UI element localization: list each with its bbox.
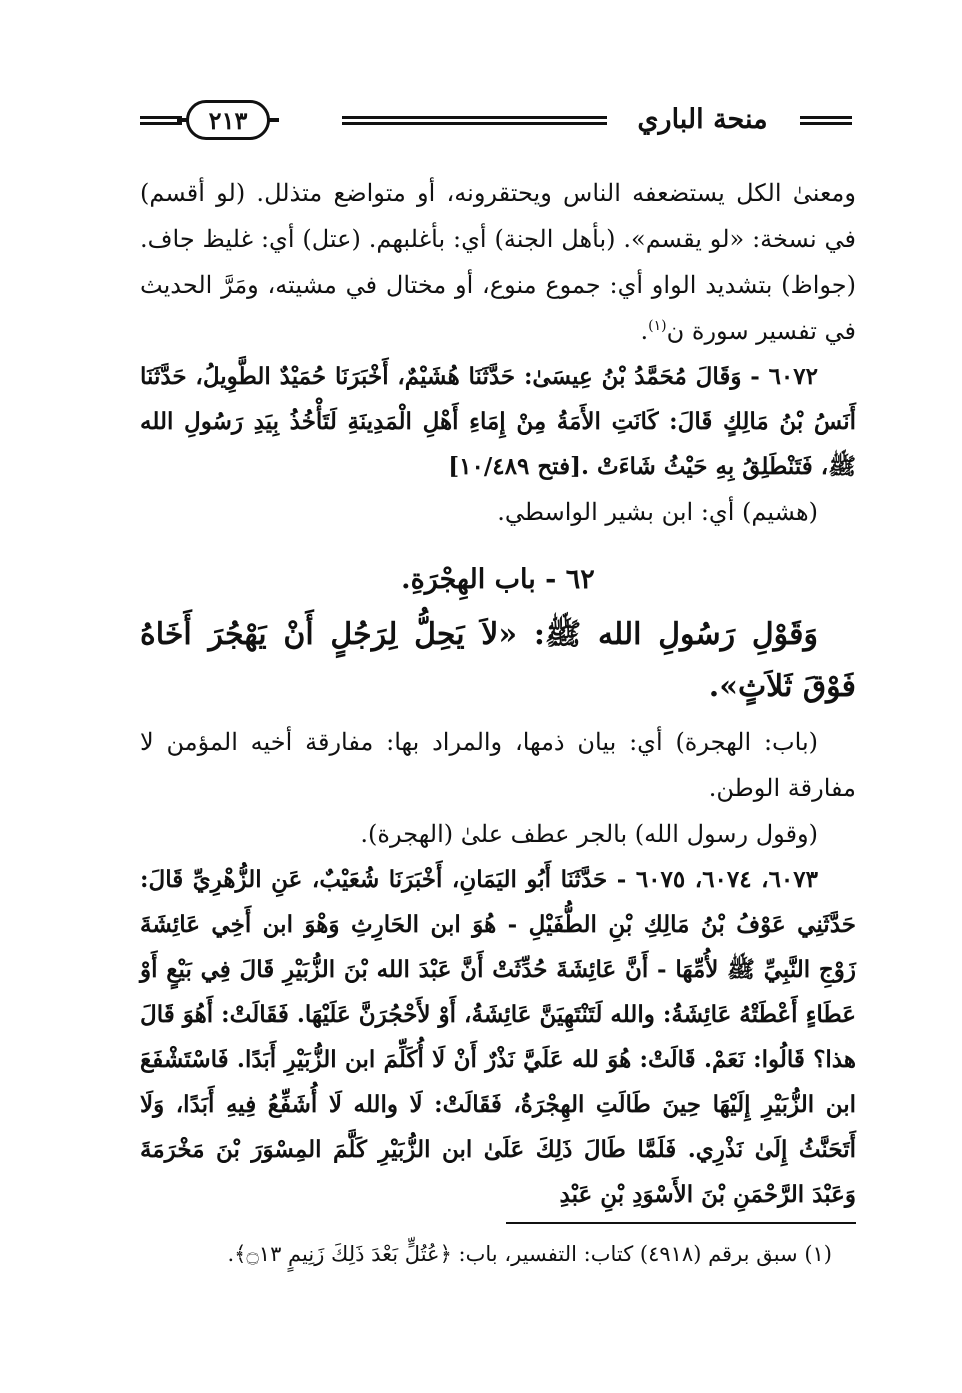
hadith-6073: ٦٠٧٣، ٦٠٧٤، ٦٠٧٥ - حَدَّثَنَا أَبُو اليَمَانِ، أَخْبَرَنَا شُعَيْبٌ، عَنِ الزُّهْرِيِّ قَالَ: حَدَّثَنِي عَوْفُ بْنُ مَالِكِ بْنِ الطُّفَيْلِ - هُوَ ابن الحَارِثِ وَهْوَ ابن أَخِي عَائِشَةَ زَوْجِ النَّبِيِّ ﷺ لأُمِّهَا - أَنَّ عَائِشَةَ حُدِّثَتْ أَنَّ عَبْدَ الله بْنَ الزُّبَيْرِ قَالَ فِي بَيْعٍ أَوْ عَطَاءٍ أَعْطَتْهُ عَائِشَةُ: والله لَتَنْتَهِيَنَّ عَائِشَةُ، أَوْ لأَحْجُرَنَّ عَلَيْهَا. فَقَالَتْ: أَهُوَ قَالَ هذا؟ قَالُوا: نَعَمْ. قَالَتْ: هُوَ لله عَلَيَّ نَذْرٌ أَنْ لَا أُكَلِّمَ ابن الزُّبَيْرِ أَبَدًا. فَاسْتَشْفَعَ ابن الزُّبَيْرِ إِلَيْهَا حِينَ طَالَتِ الهِجْرَةُ، فَقَالَتْ: لَا والله لَا أُشَفِّعُ فِيهِ أَبَدًا، وَلَا أَتَحَنَّثُ إِلَىٰ نَذْرِي. فَلَمَّا طَالَ ذَلِكَ عَلَىٰ ابن الزُّبَيْرِ كَلَّمَ المِسْوَرَ بْنَ مَخْرَمَةَ وَعَبْدَ الرَّحْمَنِ بْنَ الأَسْوَدِ بْنِ عَبْدِ: [140, 866, 856, 1208]
running-header: [140, 98, 852, 148]
header-rule-right: [800, 116, 852, 130]
sentence-end: .: [640, 317, 649, 345]
footnote-ref[interactable]: (١): [648, 318, 667, 334]
page-number: ٢١٣: [208, 105, 248, 135]
chapter-quote: وَقَوْلِ رَسُولِ الله ﷺ: «لاَ يَحِلُّ لِرَجُلٍ أَنْ يَهْجُرَ أَخَاهُ فَوْقَ ثَلاَثٍ».: [140, 617, 856, 704]
paragraph-qawl: (وقول رسول الله) بالجر عطف علىٰ (الهجرة).: [360, 820, 818, 848]
footnote-separator: [506, 1222, 856, 1224]
chapter-title: ٦٢ - باب الهِجْرَةِ.: [401, 564, 595, 595]
footnote: (١) سبق برقم (٤٩١٨) كتاب: التفسير، باب: ﴿عُتُلٍّ بَعْدَ ذَلِكَ زَنِيمٍ ۝١٣﴾.: [227, 1242, 832, 1266]
main-text: [140, 170, 856, 1217]
commentary-text: ومعنىٰ الكل يستضعفه الناس ويحتقرونه، أو متواضع متذلل. (لو أقسم) في نسخة: «لو يقسم». (بأهل الجنة) أي: بأغلبهم. (عتل) أي: غليظ جاف. (جواظ) بتشديد الواو أي: جموع منوع، أو مختال في مشيته، ومَرَّ الحديث في تفسير سورة ن: [140, 179, 856, 345]
paragraph-bab: (باب: الهجرة) أي: بيان ذمها، والمراد بها: مفارقة أخيه المؤمن لا مفارقة الوطن.: [140, 728, 856, 802]
page-number-badge: [186, 100, 270, 140]
running-title: منحة الباري: [637, 104, 768, 135]
paragraph-hushaym: (هشيم) أي: ابن بشير الواسطي.: [497, 498, 818, 526]
hadith-6072: ٦٠٧٢ - وَقَالَ مُحَمَّدُ بْنُ عِيسَىٰ: حَدَّثَنَا هُشَيْمٌ، أَخْبَرَنَا حُمَيْدٌ الطَّوِيلُ، حَدَّثَنَا أَنَسُ بْنُ مَالِكٍ قَالَ: كَانَتِ الأَمَةُ مِنْ إِمَاءِ أَهْلِ الْمَدِينَةِ لَتَأْخُذُ بِيَدِ رَسُولِ الله ﷺ، فَتَنْطَلِقُ بِهِ حَيْثُ شَاءَتْ .[فتح ١٠/٤٨٩]: [140, 363, 856, 480]
paragraph-commentary-1: [140, 170, 856, 354]
header-rule-middle: [342, 116, 607, 130]
header-rule-left: [140, 116, 182, 130]
